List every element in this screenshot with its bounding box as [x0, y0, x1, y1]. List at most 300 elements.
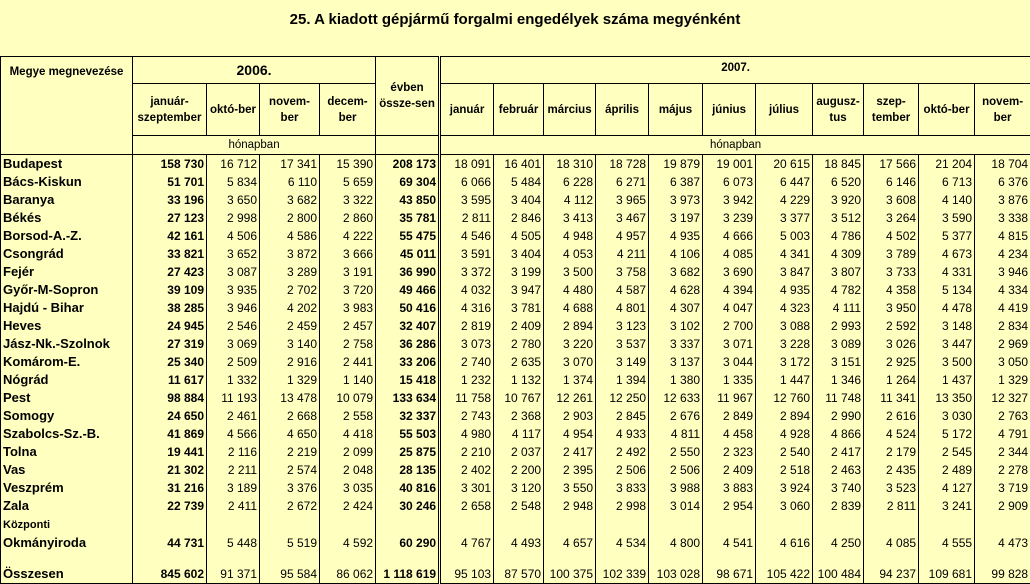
value-cell: 2 548: [494, 497, 544, 515]
value-cell: 2 402: [440, 461, 494, 479]
value-cell: 109 681: [919, 552, 975, 584]
county-name: Nógrád: [1, 371, 133, 389]
value-cell: 2 435: [864, 461, 919, 479]
value-cell: 1 232: [440, 371, 494, 389]
value-cell: 13 350: [919, 389, 975, 407]
value-cell: 3 973: [649, 191, 703, 209]
value-cell: 2 509: [207, 353, 260, 371]
value-cell: 35 781: [376, 209, 440, 227]
value-cell: 2 811: [440, 209, 494, 227]
page-title: 25. A kiadott gépjármű forgalmi engedélyek száma megyénként: [0, 0, 1030, 56]
value-cell: 4 222: [320, 227, 376, 245]
value-cell: 2 219: [260, 443, 320, 461]
value-cell: 100 484: [813, 552, 864, 584]
value-cell: 2 518: [756, 461, 813, 479]
value-cell: 55 475: [376, 227, 440, 245]
value-cell: 17 566: [864, 155, 919, 174]
value-cell: 3 719: [975, 479, 1030, 497]
value-cell: 13 478: [260, 389, 320, 407]
value-cell: 2 894: [756, 407, 813, 425]
value-cell: 3 071: [703, 335, 756, 353]
value-cell: 2 344: [975, 443, 1030, 461]
county-name: Baranya: [1, 191, 133, 209]
value-cell: 6 447: [756, 173, 813, 191]
unit-spacer-2006: [376, 136, 440, 155]
value-cell: 3 413: [544, 209, 596, 227]
value-cell: 2 740: [440, 353, 494, 371]
value-cell: 18 728: [596, 155, 649, 174]
value-cell: 32 407: [376, 317, 440, 335]
value-cell: 19 001: [703, 155, 756, 174]
value-cell: 2 616: [864, 407, 919, 425]
value-cell: 17 341: [260, 155, 320, 174]
value-cell: 2 558: [320, 407, 376, 425]
value-cell: 2 048: [320, 461, 376, 479]
value-cell: 12 633: [649, 389, 703, 407]
value-cell: 22 739: [133, 497, 207, 515]
value-cell: 18 845: [813, 155, 864, 174]
value-cell: 2 800: [260, 209, 320, 227]
value-cell: 99 828: [975, 552, 1030, 584]
value-cell: 12 250: [596, 389, 649, 407]
year-2006-header: 2006.: [133, 57, 376, 84]
county-name: Pest: [1, 389, 133, 407]
value-cell: 2 550: [649, 443, 703, 461]
value-cell: 2 925: [864, 353, 919, 371]
value-cell: 32 337: [376, 407, 440, 425]
value-cell: 3 876: [975, 191, 1030, 209]
value-cell: 4 566: [207, 425, 260, 443]
county-name: Jász-Nk.-Szolnok: [1, 335, 133, 353]
value-cell: 2 323: [703, 443, 756, 461]
value-cell: 4 541: [703, 515, 756, 552]
value-cell: 3 372: [440, 263, 494, 281]
value-cell: 2 179: [864, 443, 919, 461]
value-cell: 2 894: [544, 317, 596, 335]
value-cell: 11 748: [813, 389, 864, 407]
value-cell: 2 948: [544, 497, 596, 515]
value-cell: 2 780: [494, 335, 544, 353]
value-cell: 33 196: [133, 191, 207, 209]
value-cell: 4 782: [813, 281, 864, 299]
value-cell: 6 387: [649, 173, 703, 191]
value-cell: 2 819: [440, 317, 494, 335]
value-cell: 3 376: [260, 479, 320, 497]
value-cell: 1 380: [649, 371, 703, 389]
value-cell: 95 103: [440, 552, 494, 584]
value-cell: 3 833: [596, 479, 649, 497]
value-cell: 4 111: [813, 299, 864, 317]
col-header-2007-11: novem-ber: [975, 84, 1030, 136]
value-cell: 4 555: [919, 515, 975, 552]
value-cell: 2 368: [494, 407, 544, 425]
value-cell: 3 720: [320, 281, 376, 299]
value-cell: 3 523: [864, 479, 919, 497]
value-cell: 3 920: [813, 191, 864, 209]
value-cell: 3 239: [703, 209, 756, 227]
value-cell: 3 512: [813, 209, 864, 227]
value-cell: 98 884: [133, 389, 207, 407]
value-cell: 3 807: [813, 263, 864, 281]
value-cell: 3 404: [494, 191, 544, 209]
value-cell: 4 394: [703, 281, 756, 299]
value-cell: 2 909: [975, 497, 1030, 515]
col-header-2007-6: június: [703, 84, 756, 136]
value-cell: 5 659: [320, 173, 376, 191]
value-cell: 4 811: [649, 425, 703, 443]
value-cell: 2 037: [494, 443, 544, 461]
value-cell: 3 758: [596, 263, 649, 281]
value-cell: 1 132: [494, 371, 544, 389]
county-name: Vas: [1, 461, 133, 479]
table-row: [1, 227, 1030, 245]
value-cell: 11 617: [133, 371, 207, 389]
value-cell: 3 241: [919, 497, 975, 515]
value-cell: 2 545: [919, 443, 975, 461]
value-cell: 3 089: [813, 335, 864, 353]
value-cell: 2 574: [260, 461, 320, 479]
col-header-2007-3: március: [544, 84, 596, 136]
value-cell: 2 849: [703, 407, 756, 425]
value-cell: 2 954: [703, 497, 756, 515]
value-cell: 28 135: [376, 461, 440, 479]
value-cell: 4 586: [260, 227, 320, 245]
value-cell: 40 816: [376, 479, 440, 497]
value-cell: 4 546: [440, 227, 494, 245]
value-cell: 1 346: [813, 371, 864, 389]
value-cell: 4 628: [649, 281, 703, 299]
value-cell: 3 035: [320, 479, 376, 497]
value-cell: 12 327: [975, 389, 1030, 407]
value-cell: 3 069: [207, 335, 260, 353]
value-cell: 208 173: [376, 155, 440, 174]
value-cell: 5 519: [260, 515, 320, 552]
value-cell: 95 584: [260, 552, 320, 584]
value-cell: 1 394: [596, 371, 649, 389]
value-cell: 11 758: [440, 389, 494, 407]
value-cell: 3 500: [919, 353, 975, 371]
value-cell: 2 278: [975, 461, 1030, 479]
value-cell: 5 172: [919, 425, 975, 443]
county-name: Hajdú - Bihar: [1, 299, 133, 317]
value-cell: 4 502: [864, 227, 919, 245]
county-name: Zala: [1, 497, 133, 515]
value-cell: 4 666: [703, 227, 756, 245]
value-cell: 6 146: [864, 173, 919, 191]
value-cell: 4 307: [649, 299, 703, 317]
value-cell: 18 310: [544, 155, 596, 174]
value-cell: 45 011: [376, 245, 440, 263]
value-cell: 3 740: [813, 479, 864, 497]
value-cell: 1 447: [756, 371, 813, 389]
value-cell: 3 140: [260, 335, 320, 353]
value-cell: 27 319: [133, 335, 207, 353]
value-cell: 2 506: [649, 461, 703, 479]
unit-label-2006: hónapban: [133, 136, 376, 155]
value-cell: 105 422: [756, 552, 813, 584]
value-cell: 4 229: [756, 191, 813, 209]
value-cell: 4 791: [975, 425, 1030, 443]
value-cell: 6 376: [975, 173, 1030, 191]
value-cell: 1 329: [975, 371, 1030, 389]
value-cell: 10 079: [320, 389, 376, 407]
value-cell: 36 990: [376, 263, 440, 281]
value-cell: 2 210: [440, 443, 494, 461]
value-cell: 15 390: [320, 155, 376, 174]
table-row: [1, 317, 1030, 335]
value-cell: 5 134: [919, 281, 975, 299]
value-cell: 4 815: [975, 227, 1030, 245]
value-cell: 3 666: [320, 245, 376, 263]
value-cell: 3 950: [864, 299, 919, 317]
value-cell: 25 875: [376, 443, 440, 461]
value-cell: 3 050: [975, 353, 1030, 371]
value-cell: 158 730: [133, 155, 207, 174]
value-cell: 4 505: [494, 227, 544, 245]
value-cell: 4 506: [207, 227, 260, 245]
value-cell: 2 461: [207, 407, 260, 425]
county-name: Győr-M-Sopron: [1, 281, 133, 299]
county-name-line1: Központi: [3, 516, 130, 534]
value-cell: 3 151: [813, 353, 864, 371]
value-cell: 4 112: [544, 191, 596, 209]
value-cell: 4 935: [649, 227, 703, 245]
value-cell: 1 118 619: [376, 552, 440, 584]
value-cell: 2 592: [864, 317, 919, 335]
value-cell: 2 658: [440, 497, 494, 515]
value-cell: 3 137: [649, 353, 703, 371]
value-cell: 36 286: [376, 335, 440, 353]
value-cell: 50 416: [376, 299, 440, 317]
col-header-2007-9: szep-tember: [864, 84, 919, 136]
value-cell: 133 634: [376, 389, 440, 407]
county-name: Somogy: [1, 407, 133, 425]
value-cell: 4 866: [813, 425, 864, 443]
col-header-2006-2: októ-ber: [207, 84, 260, 136]
value-cell: 2 676: [649, 407, 703, 425]
value-cell: 27 123: [133, 209, 207, 227]
value-cell: 4 250: [813, 515, 864, 552]
value-cell: 3 965: [596, 191, 649, 209]
table-row: [1, 497, 1030, 515]
value-cell: 2 546: [207, 317, 260, 335]
value-cell: 4 948: [544, 227, 596, 245]
value-cell: 2 506: [596, 461, 649, 479]
table-row: [1, 371, 1030, 389]
value-cell: 27 423: [133, 263, 207, 281]
value-cell: 44 731: [133, 515, 207, 552]
value-cell: 3 983: [320, 299, 376, 317]
value-cell: 6 271: [596, 173, 649, 191]
value-cell: 69 304: [376, 173, 440, 191]
value-cell: 3 088: [756, 317, 813, 335]
value-cell: 2 758: [320, 335, 376, 353]
value-cell: 3 946: [207, 299, 260, 317]
value-cell: 4 592: [320, 515, 376, 552]
value-cell: 2 998: [596, 497, 649, 515]
value-cell: 2 409: [494, 317, 544, 335]
value-cell: 42 161: [133, 227, 207, 245]
value-cell: 4 933: [596, 425, 649, 443]
value-cell: 4 957: [596, 227, 649, 245]
value-cell: 3 595: [440, 191, 494, 209]
value-cell: 2 540: [756, 443, 813, 461]
value-cell: 2 395: [544, 461, 596, 479]
value-cell: 3 120: [494, 479, 544, 497]
registrations-table: [0, 56, 1030, 584]
value-cell: 4 524: [864, 425, 919, 443]
value-cell: 3 781: [494, 299, 544, 317]
value-cell: 41 869: [133, 425, 207, 443]
value-cell: 3 228: [756, 335, 813, 353]
value-cell: 4 358: [864, 281, 919, 299]
value-cell: 4 800: [649, 515, 703, 552]
value-cell: 5 377: [919, 227, 975, 245]
value-cell: 3 447: [919, 335, 975, 353]
value-cell: 2 916: [260, 353, 320, 371]
table-row: [1, 461, 1030, 479]
value-cell: 3 942: [703, 191, 756, 209]
value-cell: 5 834: [207, 173, 260, 191]
value-cell: 1 264: [864, 371, 919, 389]
value-cell: 4 234: [975, 245, 1030, 263]
col-header-2007-4: április: [596, 84, 649, 136]
value-cell: 4 053: [544, 245, 596, 263]
county-column-header: Megye megnevezése: [1, 57, 133, 155]
value-cell: 2 441: [320, 353, 376, 371]
value-cell: 11 341: [864, 389, 919, 407]
value-cell: 11 967: [703, 389, 756, 407]
value-cell: 3 264: [864, 209, 919, 227]
value-cell: 3 924: [756, 479, 813, 497]
value-cell: 49 466: [376, 281, 440, 299]
value-cell: 4 418: [320, 425, 376, 443]
value-cell: 3 301: [440, 479, 494, 497]
value-cell: 2 409: [703, 461, 756, 479]
value-cell: 1 374: [544, 371, 596, 389]
col-header-2007-5: május: [649, 84, 703, 136]
table-row: [1, 299, 1030, 317]
value-cell: 3 682: [260, 191, 320, 209]
value-cell: 100 375: [544, 552, 596, 584]
table-body: [1, 155, 1030, 584]
value-cell: 2 211: [207, 461, 260, 479]
value-cell: 3 123: [596, 317, 649, 335]
county-name: Heves: [1, 317, 133, 335]
value-cell: 4 935: [756, 281, 813, 299]
value-cell: 43 850: [376, 191, 440, 209]
value-cell: 2 489: [919, 461, 975, 479]
value-cell: 2 411: [207, 497, 260, 515]
value-cell: 6 228: [544, 173, 596, 191]
table-row: [1, 552, 1030, 584]
value-cell: 3 467: [596, 209, 649, 227]
value-cell: 4 954: [544, 425, 596, 443]
value-cell: 4 127: [919, 479, 975, 497]
value-cell: 1 437: [919, 371, 975, 389]
value-cell: 3 149: [596, 353, 649, 371]
table-row: [1, 263, 1030, 281]
county-name: Komárom-E.: [1, 353, 133, 371]
value-cell: 12 760: [756, 389, 813, 407]
value-cell: 3 537: [596, 335, 649, 353]
table-row: [1, 191, 1030, 209]
value-cell: 3 377: [756, 209, 813, 227]
table-row: [1, 515, 1030, 552]
value-cell: 3 337: [649, 335, 703, 353]
table-row: [1, 335, 1030, 353]
value-cell: 4 331: [919, 263, 975, 281]
value-cell: 2 417: [813, 443, 864, 461]
value-cell: 3 690: [703, 263, 756, 281]
value-cell: 18 091: [440, 155, 494, 174]
value-cell: 38 285: [133, 299, 207, 317]
value-cell: 98 671: [703, 552, 756, 584]
value-cell: 4 473: [975, 515, 1030, 552]
table-row: [1, 173, 1030, 191]
value-cell: 30 246: [376, 497, 440, 515]
value-cell: 33 821: [133, 245, 207, 263]
value-cell: 12 261: [544, 389, 596, 407]
value-cell: 3 789: [864, 245, 919, 263]
value-cell: 19 441: [133, 443, 207, 461]
value-cell: 2 860: [320, 209, 376, 227]
value-cell: 5 448: [207, 515, 260, 552]
value-cell: 2 672: [260, 497, 320, 515]
value-cell: 2 424: [320, 497, 376, 515]
table-row: [1, 155, 1030, 174]
county-name: Békés: [1, 209, 133, 227]
value-cell: 2 903: [544, 407, 596, 425]
table-row: [1, 425, 1030, 443]
county-name: Fejér: [1, 263, 133, 281]
value-cell: 2 459: [260, 317, 320, 335]
value-cell: 4 650: [260, 425, 320, 443]
value-cell: 3 030: [919, 407, 975, 425]
value-cell: 3 199: [494, 263, 544, 281]
value-cell: 3 060: [756, 497, 813, 515]
value-cell: 4 688: [544, 299, 596, 317]
value-cell: 3 883: [703, 479, 756, 497]
table-row: [1, 245, 1030, 263]
value-cell: 15 418: [376, 371, 440, 389]
value-cell: 4 323: [756, 299, 813, 317]
col-header-2007-7: július: [756, 84, 813, 136]
value-cell: 2 099: [320, 443, 376, 461]
value-cell: 4 801: [596, 299, 649, 317]
value-cell: 3 682: [649, 263, 703, 281]
value-cell: 3 872: [260, 245, 320, 263]
value-cell: 87 570: [494, 552, 544, 584]
value-cell: 2 811: [864, 497, 919, 515]
value-cell: 3 947: [494, 281, 544, 299]
value-cell: 2 457: [320, 317, 376, 335]
col-header-2006-5: évben össze-sen: [376, 57, 440, 136]
value-cell: 6 520: [813, 173, 864, 191]
value-cell: 21 204: [919, 155, 975, 174]
value-cell: 1 329: [260, 371, 320, 389]
year-2007-header: 2007.: [440, 57, 1030, 84]
value-cell: 2 635: [494, 353, 544, 371]
value-cell: 4 767: [440, 515, 494, 552]
value-cell: 3 191: [320, 263, 376, 281]
value-cell: 20 615: [756, 155, 813, 174]
value-cell: 4 657: [544, 515, 596, 552]
value-cell: 2 492: [596, 443, 649, 461]
value-cell: 2 417: [544, 443, 596, 461]
value-cell: 3 070: [544, 353, 596, 371]
value-cell: 4 419: [975, 299, 1030, 317]
